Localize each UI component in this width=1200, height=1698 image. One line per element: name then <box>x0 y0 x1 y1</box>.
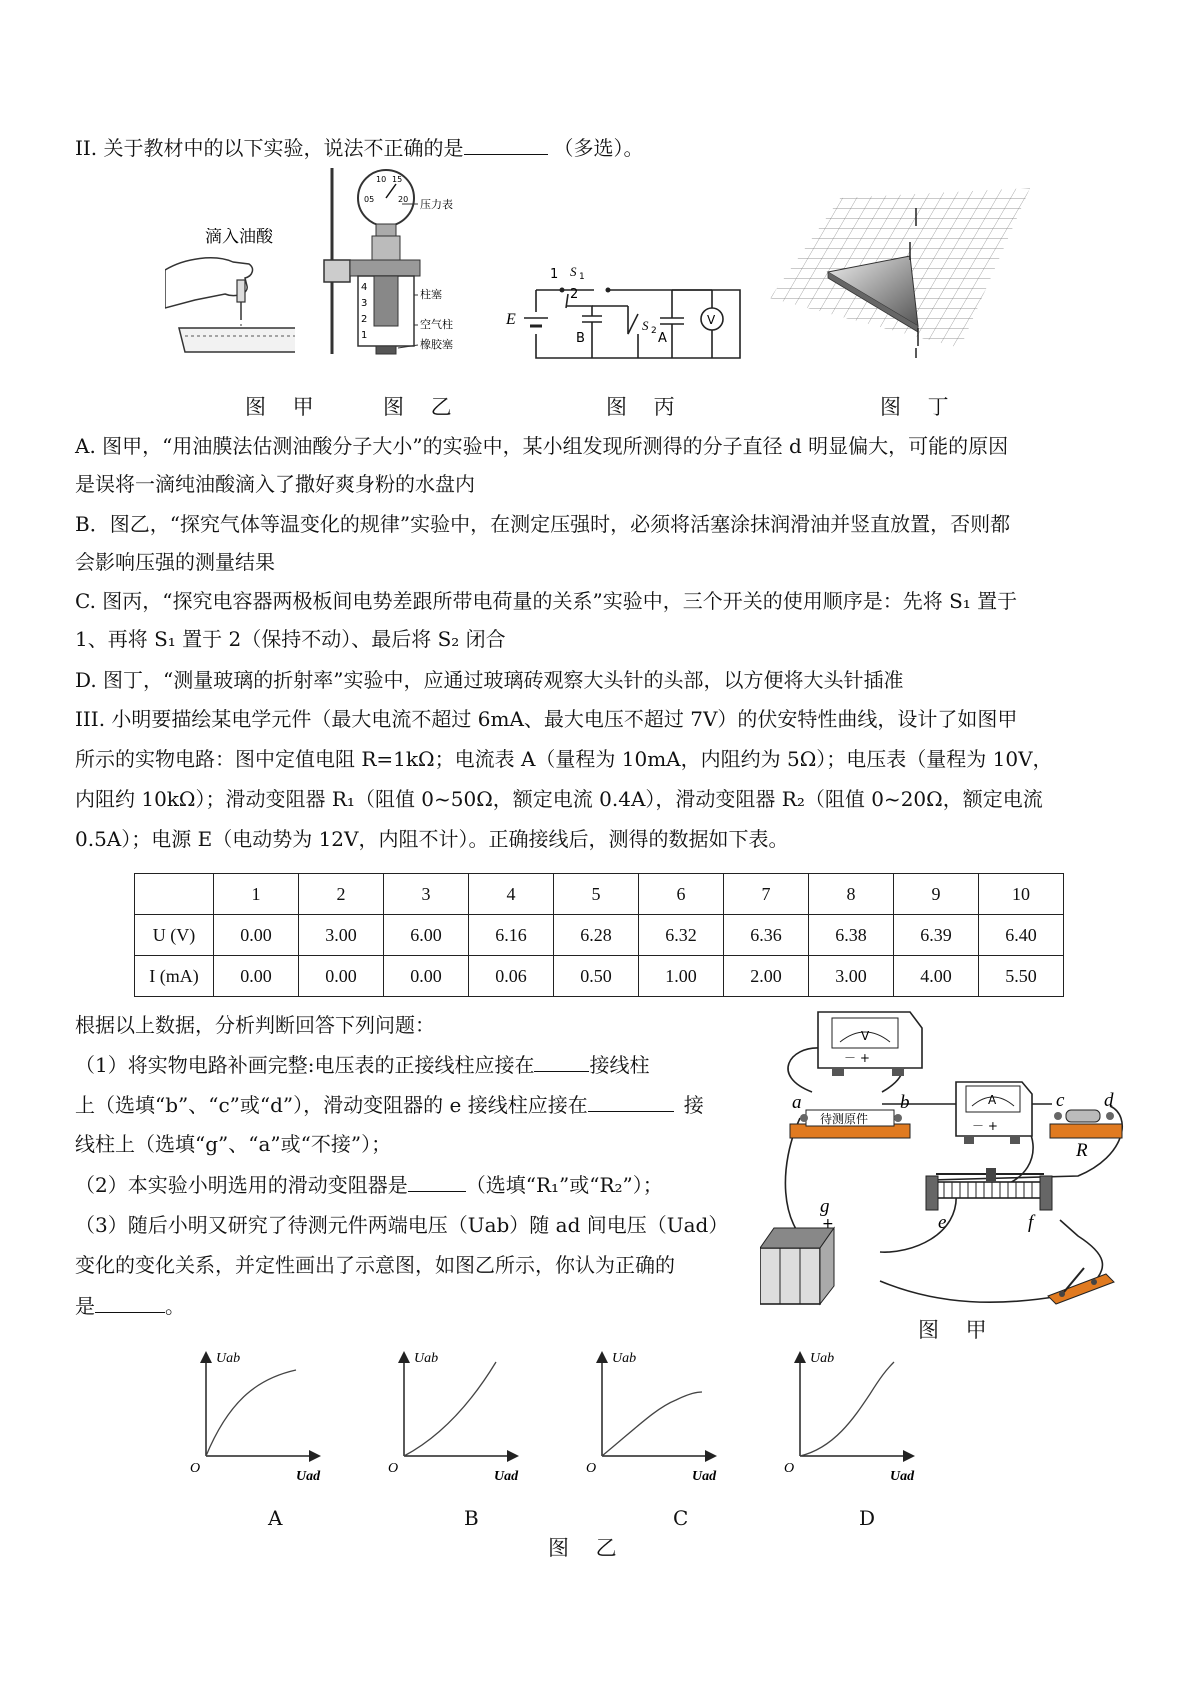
svg-text:S: S <box>642 318 649 333</box>
ammeter-icon <box>956 1082 1032 1144</box>
svg-text:O: O <box>586 1461 597 1476</box>
svg-text:1: 1 <box>550 267 559 282</box>
svg-text:O: O <box>784 1461 795 1476</box>
graph-c[interactable] <box>586 1351 717 1484</box>
option-c-line1: C. 图丙，“探究电容器两极板间电势差跟所带电荷量的关系”实验中，三个开关的使用顺序是：先将 S₁ 置于 <box>75 589 1018 613</box>
voltmeter-icon <box>818 1012 922 1076</box>
svg-text:Uab: Uab <box>810 1351 835 1366</box>
graph-label-d: D <box>859 1506 876 1530</box>
option-a-line1: A. 图甲，“用油膜法估测油酸分子大小”的实验中，某小组发现所测得的分子直径 d 明显偏大，可能的原因 <box>75 434 1009 458</box>
svg-text:e: e <box>938 1212 947 1233</box>
graph-b-curve <box>404 1362 496 1456</box>
svg-text:A: A <box>658 331 667 346</box>
uab-uad-graphs <box>190 1348 990 1488</box>
option-a-line2: 是误将一滴纯油酸滴入了撒好爽身粉的水盘内 <box>75 472 475 496</box>
svg-text:O: O <box>388 1461 399 1476</box>
graph-a[interactable] <box>190 1351 321 1484</box>
voltmeter-terminal-blank[interactable] <box>534 1051 589 1072</box>
svg-text:b: b <box>900 1092 910 1113</box>
graph-a-curve <box>206 1370 296 1456</box>
svg-text:－ +: － + <box>844 1051 870 1065</box>
q2-stem: II. 关于教材中的以下实验，说法不正确的是 （多选）。 <box>75 136 644 160</box>
svg-text:Uad: Uad <box>692 1469 717 1484</box>
graph-label-c: C <box>673 1506 689 1530</box>
oil-drop-figure <box>165 228 295 358</box>
table-row-current: I (mA) 0.00 0.00 0.00 0.06 0.50 1.00 2.00 3.00 4.00 5.50 <box>135 956 1064 997</box>
capacitor-circuit-figure <box>500 262 750 382</box>
fig-label-bing: 图 丙 <box>606 395 685 419</box>
svg-text:Uab: Uab <box>216 1351 241 1366</box>
graph-label-b: B <box>464 1506 479 1530</box>
table-row-voltage: U (V) 0.00 3.00 6.00 6.16 6.28 6.32 6.36 6.38 6.39 6.40 <box>135 915 1064 956</box>
fig-jia-caption: 图 甲 <box>918 1318 997 1342</box>
option-b-line1: B．图乙，“探究气体等温变化的规律”实验中，在测定压强时，必须将活塞涂抹润滑油并竖直放置，否则都 <box>75 512 1011 536</box>
glass-refraction-figure <box>770 178 1030 358</box>
svg-text:Uad: Uad <box>296 1469 321 1484</box>
graph-d-curve <box>800 1362 894 1456</box>
graph-d[interactable] <box>784 1351 915 1484</box>
svg-text:10: 10 <box>376 175 387 184</box>
q3-sub1-line1: （1）将实物电路补画完整:电压表的正接线柱应接在 接线柱 <box>75 1053 650 1077</box>
svg-text:2: 2 <box>570 287 579 302</box>
graph-choice-blank[interactable] <box>95 1292 165 1313</box>
svg-text:空气柱: 空气柱 <box>420 318 453 331</box>
svg-text:a: a <box>792 1092 802 1113</box>
fig-label-jia: 图 甲 <box>245 395 324 419</box>
svg-text:3: 3 <box>361 298 368 309</box>
fig-label-yi: 图 乙 <box>383 395 462 419</box>
svg-text:2: 2 <box>651 326 657 336</box>
oil-drop-label: 滴入油酸 <box>205 228 273 247</box>
svg-text:20: 20 <box>398 195 409 204</box>
graph-b[interactable] <box>388 1351 519 1484</box>
graph-c-curve <box>602 1392 702 1456</box>
svg-text:B: B <box>576 331 585 346</box>
fig-yi-caption: 图 乙 <box>548 1536 627 1560</box>
svg-text:+: + <box>822 1216 834 1232</box>
svg-text:压力表: 压力表 <box>420 198 453 211</box>
switch-icon <box>1048 1268 1114 1304</box>
q2-answer-blank[interactable] <box>464 134 548 155</box>
svg-text:－ +: － + <box>972 1119 998 1133</box>
battery-icon <box>760 1228 834 1304</box>
svg-text:4: 4 <box>361 282 368 293</box>
svg-text:1: 1 <box>579 272 585 282</box>
svg-text:R: R <box>1076 1140 1088 1161</box>
q3-sub3-line2: 变化的变化关系，并定性画出了示意图，如图乙所示，你认为正确的 <box>75 1253 675 1277</box>
option-d-line: D. 图丁，“测量玻璃的折射率”实验中，应通过玻璃砖观察大头针的头部，以方便将大头针插准 <box>75 668 904 692</box>
svg-text:E: E <box>506 311 516 328</box>
q3-para-line2: 所示的实物电路：图中定值电阻 R=1kΩ；电流表 A（量程为 10mA，内阻约为 5Ω）；电压表（量程为 10V， <box>75 747 1053 771</box>
svg-text:15: 15 <box>392 175 403 184</box>
svg-text:g: g <box>820 1196 830 1217</box>
q3-sub2: （2）本实验小明选用的滑动变阻器是 （选填“R₁”或“R₂”）； <box>75 1173 663 1197</box>
svg-text:f: f <box>1028 1212 1034 1233</box>
svg-text:V: V <box>861 1029 870 1043</box>
svg-text:Uad: Uad <box>494 1469 519 1484</box>
gas-syringe-figure <box>318 168 478 358</box>
q3-sub1-line3: 线柱上（选填“g”、“a”或“不接”）； <box>75 1132 392 1156</box>
svg-text:O: O <box>190 1461 201 1476</box>
q3-sub3-line1: （3）随后小明又研究了待测元件两端电压（Uab）随 ad 间电压（Uad） <box>75 1213 729 1237</box>
table-header-row: 1 2 3 4 5 6 7 8 9 10 <box>135 874 1064 915</box>
svg-text:Uab: Uab <box>414 1351 439 1366</box>
svg-text:d: d <box>1104 1090 1114 1111</box>
rheostat-terminal-blank[interactable] <box>588 1091 674 1112</box>
svg-text:05: 05 <box>364 195 375 204</box>
svg-text:待测原件: 待测原件 <box>820 1112 869 1126</box>
q3-sub3-line3: 是 。 <box>75 1294 185 1318</box>
svg-text:橡胶塞: 橡胶塞 <box>420 338 453 351</box>
resistor-icon <box>1050 1110 1122 1138</box>
physical-circuit-figure <box>760 1006 1130 1336</box>
option-b-line2: 会影响压强的测量结果 <box>75 550 275 574</box>
q3-para-line1: III. 小明要描绘某电学元件（最大电流不超过 6mA、最大电压不超过 7V）的伏安特性曲线，设计了如图甲 <box>75 707 1018 731</box>
svg-text:S: S <box>570 264 577 279</box>
q3-para-line3: 内阻约 10kΩ）；滑动变阻器 R₁（阻值 0~50Ω，额定电流 0.4A），滑动变阻器 R₂（阻值 0~20Ω，额定电流 <box>75 787 1043 811</box>
rheostat-icon <box>816 1164 1052 1210</box>
svg-text:Uab: Uab <box>612 1351 637 1366</box>
svg-text:柱塞: 柱塞 <box>420 288 442 301</box>
q3-sub1-line2: 上（选填“b”、“c”或“d”），滑动变阻器的 e 接线柱应接在 接 <box>75 1093 704 1117</box>
rheostat-choice-blank[interactable] <box>408 1171 466 1192</box>
measurement-table <box>134 873 1064 997</box>
svg-text:c: c <box>1056 1090 1065 1111</box>
q3-intro: 根据以上数据，分析判断回答下列问题： <box>75 1013 435 1037</box>
graph-label-a: A <box>268 1506 283 1530</box>
component-under-test <box>790 1110 910 1138</box>
svg-text:A: A <box>988 1093 997 1107</box>
svg-text:1: 1 <box>361 330 368 341</box>
q3-para-line4: 0.5A）；电源 E（电动势为 12V，内阻不计）。正确接线后，测得的数据如下表。 <box>75 827 789 851</box>
svg-text:V: V <box>707 313 716 327</box>
svg-text:2: 2 <box>361 314 368 325</box>
svg-text:Uad: Uad <box>890 1469 915 1484</box>
fig-label-ding: 图 丁 <box>880 395 959 419</box>
option-c-line2: 1、再将 S₁ 置于 2（保持不动）、最后将 S₂ 闭合 <box>75 627 506 651</box>
